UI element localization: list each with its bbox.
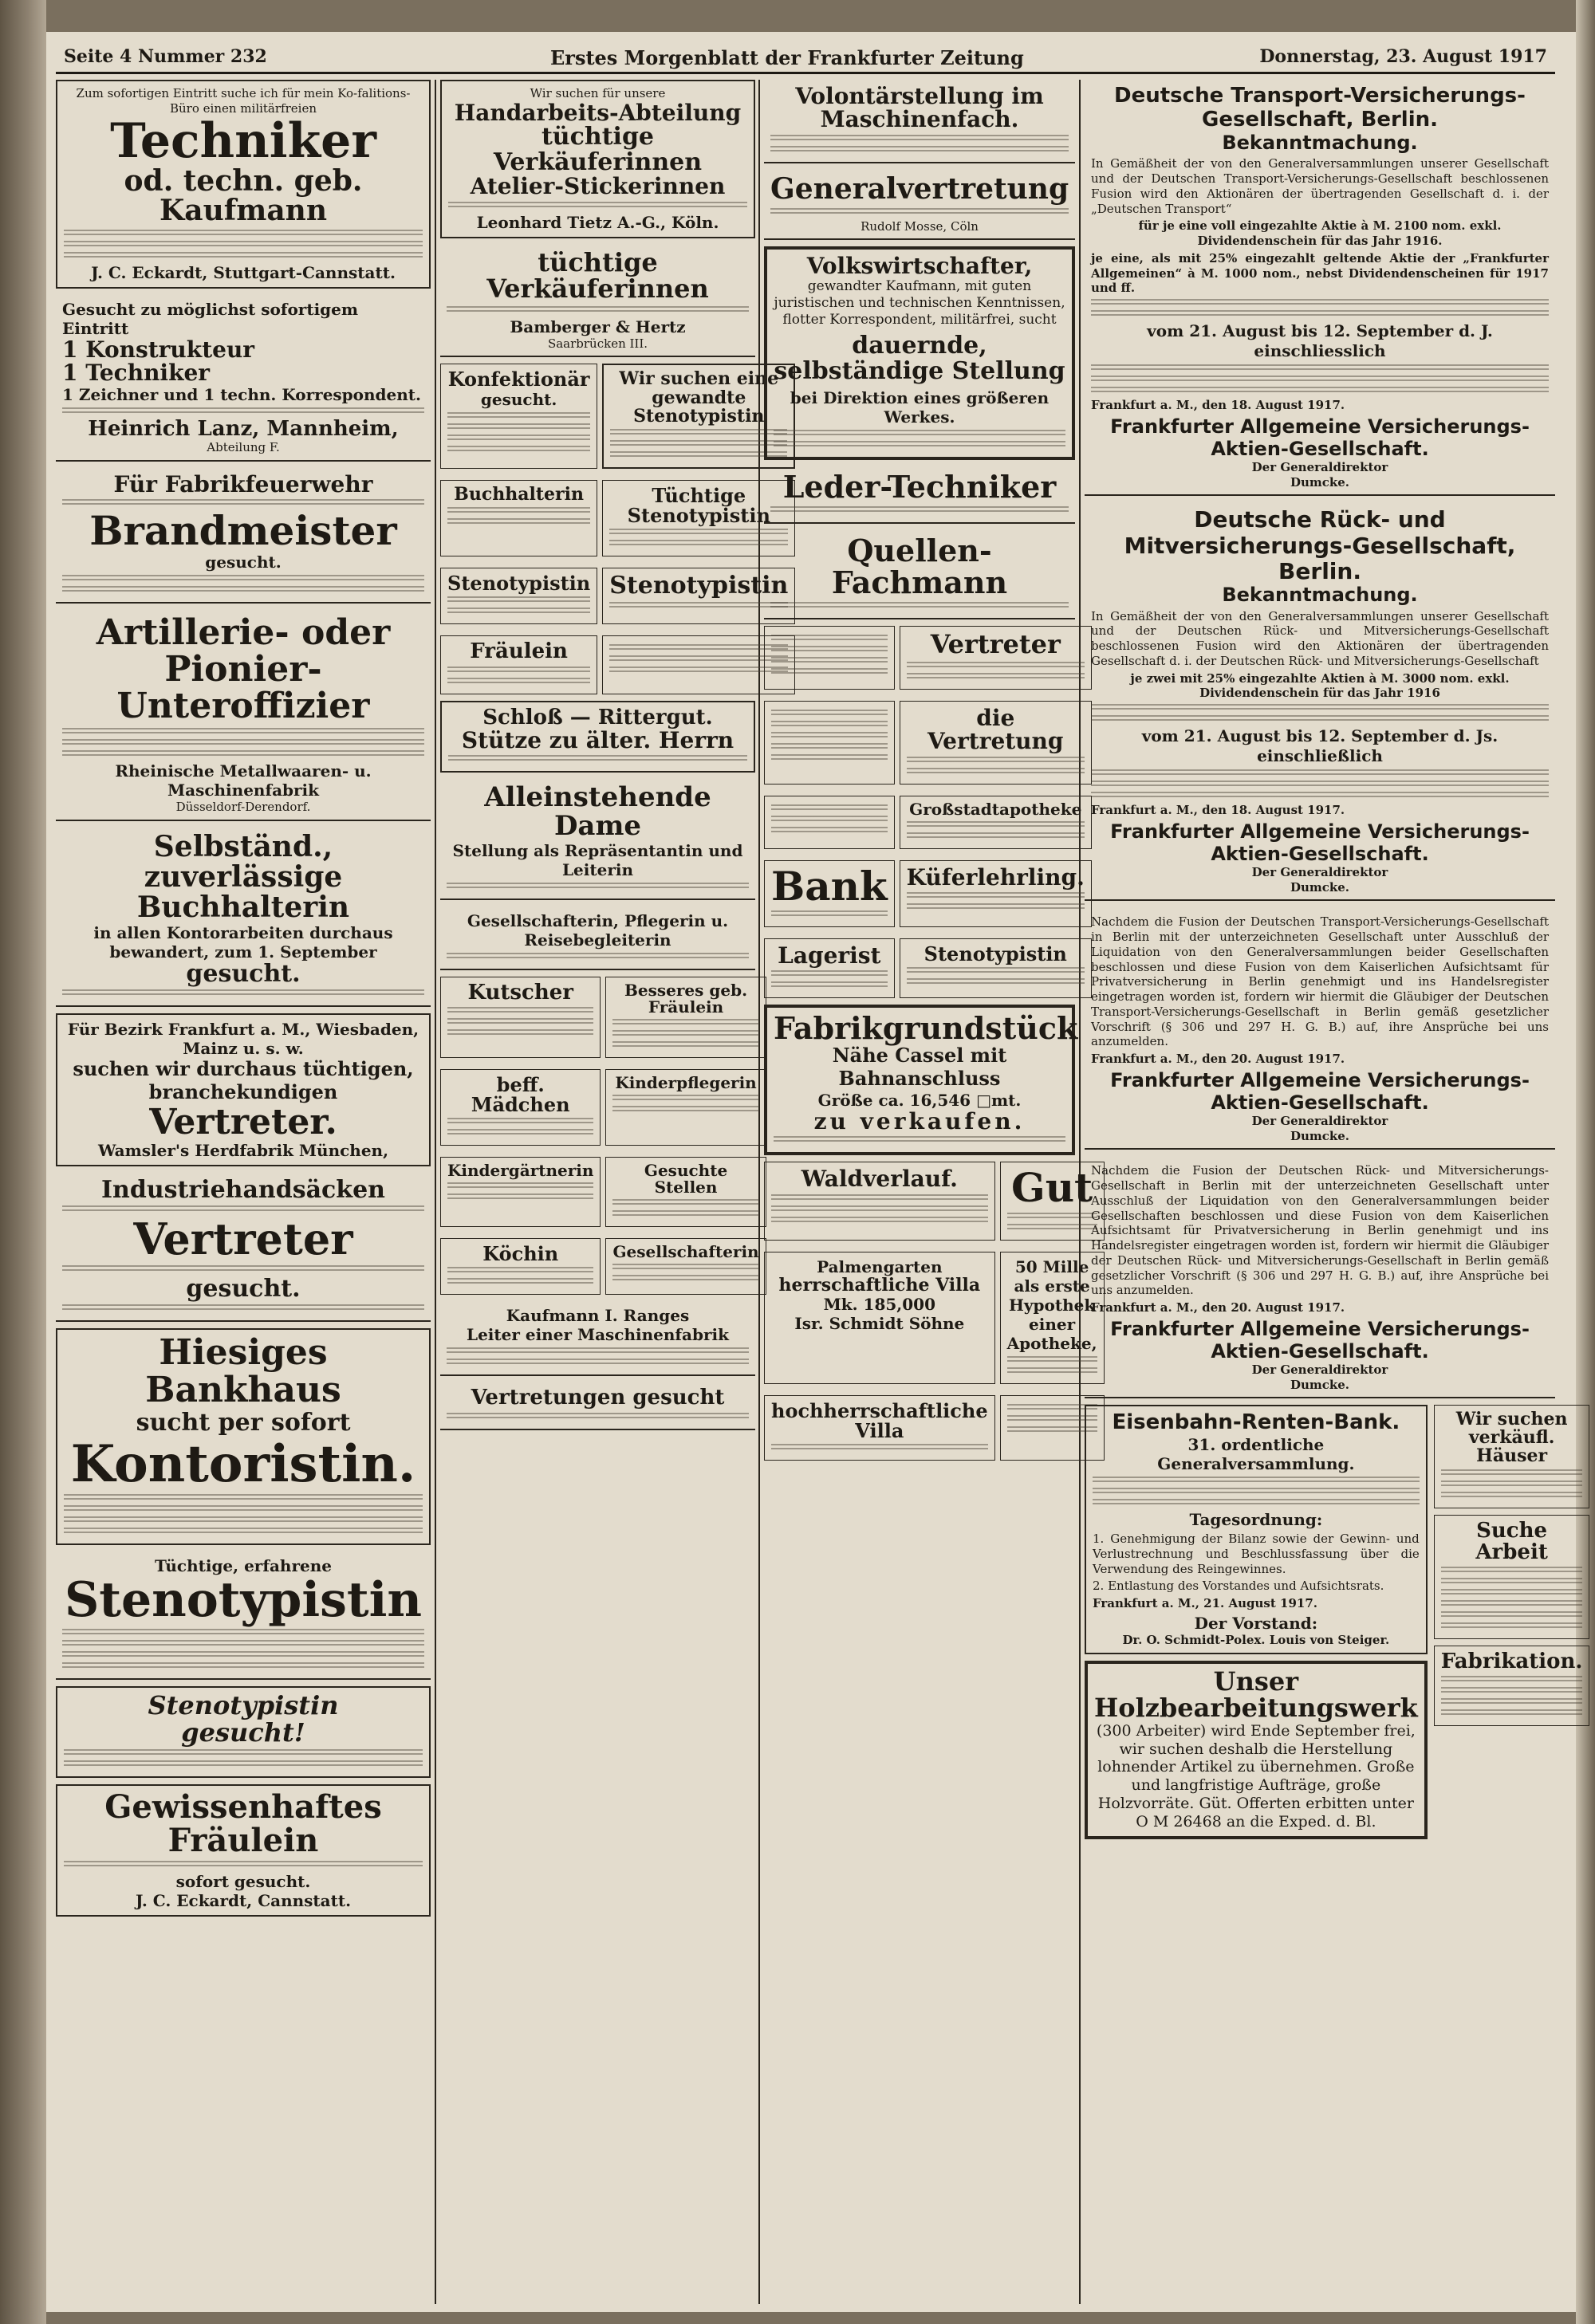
ad-signer: Isr. Schmidt Söhne — [794, 1313, 965, 1333]
ad-title: Quellen-Fachmann — [831, 533, 1008, 601]
ad-gesellschafterin-2 — [605, 1238, 766, 1295]
ad-industriehandsaecken — [56, 1173, 431, 1323]
ad-title: Stenotypistin — [447, 572, 591, 596]
ad-maedchen — [440, 1069, 601, 1146]
ad-stenotypistin-3 — [440, 568, 597, 624]
ad-title: Fabrikgrundstück — [774, 1010, 1078, 1047]
ad-title: Gesellschafterin, Pflegerin u. Reisebegleiterin — [467, 910, 729, 950]
ad-konstrukteur — [56, 295, 431, 462]
ad-title: Schloß — Rittergut. — [482, 705, 713, 729]
header-date: Donnerstag, 23. August 1917 — [1259, 46, 1547, 67]
ad-title: Techniker — [110, 112, 376, 169]
ad-title: Artillerie- oder Pionier-Unteroffizier — [96, 611, 391, 727]
notice-text: für je eine voll eingezahlte Aktie à M. 2100 nom. exkl. Dividendenschein für das Jahr 1916. — [1138, 218, 1502, 249]
ad-pair — [764, 626, 1085, 1005]
ad-title: Gewissenhaftes Fräulein — [104, 1788, 382, 1860]
ad-quellen — [764, 530, 1075, 619]
ad-villa — [764, 1395, 995, 1461]
ad-apotheke — [900, 796, 1092, 849]
ad-fabrikation — [1434, 1646, 1590, 1726]
ad-bankhaus — [56, 1328, 431, 1545]
ad-buchhalter — [764, 626, 895, 690]
ad-kaufmann-2 — [764, 701, 895, 784]
notice-director-name: Dumcke. — [1290, 879, 1350, 895]
ad-pair — [440, 364, 789, 700]
ad-title: Suche Arbeit — [1475, 1518, 1548, 1564]
ad-price: Mk. 185,000 — [823, 1294, 936, 1314]
ad-title: Volontärstellung im Maschinenfach. — [795, 83, 1044, 133]
page-edge — [1576, 0, 1595, 2324]
ad-intro: Wir suchen für unsere — [530, 86, 666, 100]
notice-place: Frankfurt a. M., 21. August 1917. — [1093, 1596, 1317, 1611]
ad-kueferlehrling — [900, 860, 1092, 928]
ad-fraeulein-2 — [440, 635, 597, 694]
ad-kutscher — [440, 977, 601, 1058]
ad-title: Stenotypistin — [64, 1572, 423, 1629]
ad-intro: Tüchtige, erfahrene — [155, 1556, 332, 1576]
ad-fabrikgrundstueck — [764, 1005, 1078, 1155]
column-2 — [440, 80, 789, 2304]
notice-text: je eine, als mit 25% eingezahlt geltende Aktie der „Frankfurter Allgemeinen“ à M. 1000 nom., nebst Dividendenscheinen für 1917 und ff. — [1091, 250, 1549, 296]
ad-stenotypistin-1 — [56, 1551, 431, 1680]
ad-title: hochherrschaftliche Villa — [771, 1398, 988, 1442]
ad-title: Kindergärtnerin — [447, 1161, 594, 1181]
book-binding — [0, 0, 46, 2324]
ad-subtitle: Leiter einer Maschinenfabrik — [467, 1325, 729, 1345]
ad-signer: Heinrich Lanz, Mannheim, — [88, 416, 399, 441]
ad-title: Alleinstehende Dame — [484, 781, 711, 842]
notice-fusion-rueck — [1085, 1156, 1555, 1398]
notice-agenda: Tagesordnung: — [1189, 1510, 1323, 1530]
notice-signature: Frankfurter Allgemeine Versicherungs-Aktien-Gesellschaft. — [1110, 415, 1530, 460]
ad-alleinstehende-dame — [440, 779, 755, 899]
ad-title: beff. Mädchen — [471, 1072, 570, 1116]
ad-unteroffizier — [56, 610, 431, 821]
notice-place: Frankfurt a. M., den 20. August 1917. — [1091, 1300, 1345, 1315]
ad-haeuser — [1434, 1405, 1590, 1508]
ad-title: Bank — [771, 862, 888, 910]
bottom-right — [1434, 1405, 1590, 1845]
ad-title: Leder-Techniker — [782, 469, 1057, 505]
header-page-number: Seite 4 Nummer 232 — [64, 46, 267, 67]
ad-subtitle: bei Direktion eines größeren Werkes. — [790, 388, 1050, 427]
ad-subtitle: gesucht. — [186, 1274, 301, 1303]
notice-text: vom 21. August bis 12. September d. J. einschliesslich — [1147, 321, 1493, 361]
ad-title: Fräulein — [470, 639, 568, 664]
notice-fusion-transport — [1085, 907, 1555, 1150]
header-masthead: Erstes Morgenblatt der Frankfurter Zeitung — [550, 46, 1024, 69]
ad-kinderpflegerin — [605, 1069, 766, 1146]
ad-techniker — [56, 80, 431, 289]
ad-tietz — [440, 80, 755, 238]
ad-subtitle: gesucht! — [181, 1716, 305, 1748]
notice-text: Nachdem die Fusion der Deutschen Rück- und Mitversicherungs-Gesellschaft in Berlin mit der unterzeichneten Gesellschaft unter Ausschluß der Liquidation von den Generalversammlungen beider Gesellschaften beschlossen und diese Fusion von dem Kaiserlichen Aufsichtsamt für Privatversicherung in Berlin genehmigt und ins Handelsregister eingetragen worden ist, fordern wir hiermit die Gläubiger der Deutschen Rück- und Mitversicherungs-Gesellschaft in Berlin gemäß gesetzlicher Vorschrift (§ 306 und 297 H. G. B.) auf, ihre Ansprüche bei uns anzumelden. — [1091, 1163, 1549, 1298]
ad-brandmeister — [56, 468, 431, 604]
ad-subtitle: Stellung als Repräsentantin und Leiterin — [452, 840, 743, 879]
ad-gesuchte-stellen — [605, 1157, 766, 1227]
ad-title: Stenotypistin — [924, 942, 1067, 966]
column-1 — [56, 80, 431, 2304]
ad-konfektionaer — [440, 364, 597, 468]
notice-director: Der Generaldirektor — [1251, 864, 1388, 879]
ad-palmengarten — [764, 1252, 995, 1384]
ad-place: Düsseldorf-Derendorf. — [175, 800, 311, 815]
ad-title: Tüchtige Stenotypistin — [627, 483, 770, 527]
ad-subtitle: sucht per sofort — [136, 1408, 351, 1437]
notice-text: je zwei mit 25% eingezahlte Aktien à M. 3000 nom. exkl. Dividendenschein für das Jahr 1916 — [1130, 670, 1510, 701]
column-rule — [435, 80, 436, 2304]
ad-heading: Für Fabrikfeuerwehr — [113, 470, 373, 497]
ad-title: Besseres geb. Fräulein — [624, 980, 748, 1017]
notice-director-name: Dumcke. — [1290, 1377, 1350, 1392]
notice-director: Der Generaldirektor — [1251, 459, 1388, 474]
ad-subtitle: Stütze zu älter. Herrn — [461, 726, 734, 753]
ad-subtitle: suchen wir durchaus tüchtigen, branchekundigen — [73, 1057, 414, 1103]
ad-title: Palmengarten — [817, 1256, 943, 1276]
ad-filler-3 — [764, 796, 895, 849]
ad-sell: zu verkaufen. — [813, 1107, 1026, 1134]
notice-place: Frankfurt a. M., den 18. August 1917. — [1091, 803, 1345, 818]
ad-holzbearbeitungswerk — [1085, 1661, 1428, 1839]
ad-signer: Leonhard Tietz A.-G., Köln. — [476, 212, 719, 232]
ad-line: 1 Zeichner und 1 techn. Korrespondent. — [62, 384, 421, 404]
ad-generalvertretung — [764, 170, 1075, 241]
ad-kaufmann — [440, 1301, 755, 1376]
notice-text: 1. Genehmigung der Bilanz sowie der Gewinn- und Verlustrechnung und Beschlussfassung über die Verwendung des Reingewinnes. — [1093, 1532, 1420, 1576]
notice-signature: Frankfurter Allgemeine Versicherungs-Aktien-Gesellschaft. — [1110, 1068, 1530, 1114]
notice-place: Frankfurt a. M., den 20. August 1917. — [1091, 1052, 1345, 1067]
ad-title: Großstadtapotheke — [909, 799, 1082, 819]
notice-director-name: Dumcke. — [1290, 474, 1350, 490]
ad-title: Unser Holzbearbeitungswerk — [1094, 1665, 1418, 1724]
ad-title: Wir suchen eine gewandte Stenotypistin — [619, 368, 779, 427]
ad-title: Selbständ., zuverlässige Buchhalterin — [136, 830, 350, 924]
ad-volontaer — [764, 80, 1075, 163]
ad-besseres-fraeulein — [605, 977, 766, 1058]
notice-text: Nachdem die Fusion der Deutschen Transport-Versicherungs-Gesellschaft in Berlin mit der unterzeichneten Gesellschaft unter Ausschluß der Liquidation von den Generalversammlungen beider Gesellschaften beschlossen und diese Fusion von dem Kaiserlichen Aufsichtsamt für Privatversicherung in Berlin genehmigt und ins Handelsregister eingetragen worden ist, fordern wir hiermit die Gläubiger der Deutschen Transport-Versicherungs-Gesellschaft in Berlin gemäß gesetzlicher Vorschrift (§ 306 und 297 H. G. B.) auf, ihre Ansprüche bei uns anzumelden. — [1091, 914, 1549, 1049]
ad-title: Kinderpflegerin — [615, 1072, 757, 1092]
ad-text: (300 Arbeiter) wird Ende September frei, wir suchen deshalb die Herstellung lohnender Artikel zu übernehmen. Große und langfristige Aufträge, große Holzvorräte. Güt. Offerten erbitten unter O M 26468 an die Exped. d. Bl. — [1096, 1721, 1416, 1830]
ad-wamsler — [56, 1013, 431, 1166]
notice-names: Dr. O. Schmidt-Polex. Louis von Steiger. — [1122, 1632, 1390, 1647]
ad-line: 1 Konstrukteur — [62, 336, 255, 364]
ad-pair — [764, 1162, 1097, 1467]
ad-headline: Kontoristin. — [70, 1433, 416, 1494]
ad-title: Küferlehrling. — [906, 863, 1085, 891]
ad-title: Vertretungen gesucht — [471, 1386, 725, 1410]
ad-signer: J. C. Eckardt, Stuttgart-Cannstatt. — [91, 263, 396, 283]
ad-title: tüchtige Verkäuferinnen — [486, 246, 709, 305]
ad-signer: Bamberger & Hertz — [510, 317, 686, 336]
notice-title: Eisenbahn-Renten-Bank. — [1112, 1410, 1400, 1435]
ad-title: Buchhalterin — [454, 483, 584, 505]
ad-intro: Gesucht zu möglichst sofortigem Eintritt — [62, 300, 359, 339]
ad-stenotypistin-5 — [900, 938, 1092, 998]
notice-rueck — [1085, 502, 1555, 901]
ad-koechin — [440, 1238, 601, 1295]
ad-kindergaertnerin — [440, 1157, 601, 1227]
ad-gesellschafterin — [440, 906, 755, 970]
ad-title: Vertreter — [133, 1213, 353, 1265]
notice-subtitle: Bekanntmachung. — [1222, 131, 1418, 154]
ad-volkswirtschafter — [764, 246, 1075, 460]
ad-title: Fabrikation. — [1440, 1650, 1583, 1674]
ad-title: Brandmeister — [89, 507, 397, 555]
ad-heading: Für Bezirk Frankfurt a. M., Wiesbaden, Mainz u. s. w. — [67, 1020, 419, 1059]
ad-signer: J. C. Eckardt, Cannstatt. — [135, 1891, 352, 1911]
ad-schloss — [440, 701, 755, 773]
notice-place: Frankfurt a. M., den 18. August 1917. — [1091, 398, 1345, 413]
ad-fraeulein — [56, 1784, 431, 1917]
ad-signer: Rheinische Metallwaaren- u. Maschinenfabrik — [115, 761, 372, 800]
ad-title: Atelier-Stickerinnen — [470, 173, 726, 200]
ad-title: tüchtige Verkäuferinnen — [493, 123, 703, 176]
ad-line: 1 Techniker — [62, 360, 211, 387]
ad-heading: Industriehandsäcken — [101, 1175, 385, 1204]
notice-text: vom 21. August bis 12. September d. Js. einschließlich — [1141, 726, 1499, 766]
ad-signer: Wamsler's Herdfabrik München, — [97, 1140, 389, 1160]
ad-subtitle: gesucht. — [205, 552, 282, 572]
notice-board: Der Vorstand: — [1194, 1613, 1318, 1633]
ad-size: Größe ca. 16,546 □mt. — [817, 1090, 1022, 1110]
notice-director-name: Dumcke. — [1290, 1128, 1350, 1143]
ad-title: Gesellschafterin — [612, 1242, 759, 1262]
ad-title: Generalvertretung — [770, 171, 1069, 206]
notice-title: Deutsche Rück- und Mitversicherungs-Gesellschaft, Berlin. — [1124, 506, 1516, 584]
ad-buchhalterin-2 — [440, 480, 597, 556]
ad-buchhalterin — [56, 828, 431, 1007]
notice-text: 2. Entlastung des Vorstandes und Aufsichtsrats. — [1093, 1579, 1384, 1594]
ad-title: 50 Mille als erste Hypothek einer Apotheke, — [1006, 1256, 1097, 1353]
notice-director: Der Generaldirektor — [1251, 1362, 1388, 1377]
ad-subtitle: od. techn. geb. Kaufmann — [124, 163, 363, 228]
ad-title: Stenotypistin — [609, 572, 789, 600]
ad-signer: Rudolf Mosse, Cöln — [861, 218, 979, 234]
ad-text: gewandter Kaufmann, mit guten juristischen und technischen Kenntnissen, flotter Korrespondent, militärfrei, sucht — [774, 277, 1065, 328]
notice-subtitle: 31. ordentliche Generalversammlung. — [1157, 1435, 1355, 1474]
ad-subtitle: gesucht. — [186, 959, 301, 988]
ad-waldverlauf — [764, 1162, 995, 1241]
ad-title: Volkswirtschafter, — [806, 253, 1033, 280]
ad-title: Vertreter. — [149, 1101, 337, 1142]
ad-place: Saarbrücken III. — [547, 336, 648, 351]
ad-subtitle: Nähe Cassel mit Bahnanschluss — [832, 1044, 1007, 1091]
ad-dept: Abteilung F. — [207, 440, 280, 455]
ad-subtitle: sofort gesucht. — [175, 1872, 311, 1892]
ad-title: Gut — [1011, 1164, 1093, 1212]
ad-title: Waldverlauf. — [801, 1166, 958, 1193]
ad-lagerist — [764, 938, 895, 998]
notice-eisenbahn — [1085, 1405, 1428, 1654]
notice-transport — [1085, 80, 1555, 496]
ad-vertretungen — [440, 1382, 755, 1429]
ad-vertreter — [900, 626, 1092, 690]
notice-signature: Frankfurter Allgemeine Versicherungs-Aktien-Gesellschaft. — [1110, 1317, 1530, 1363]
ad-title: Stenotypistin — [148, 1690, 339, 1721]
ad-stenotypistin-2 — [56, 1686, 431, 1778]
ad-title: Handarbeits-Abteilung — [454, 99, 742, 126]
ad-suche-arbeit — [1434, 1515, 1590, 1640]
ad-leder-techniker — [764, 466, 1075, 524]
notice-title: Deutsche Transport-Versicherungs-Gesellschaft, Berlin. — [1114, 84, 1526, 132]
notice-signature: Frankfurter Allgemeine Versicherungs-Aktien-Gesellschaft. — [1110, 820, 1530, 865]
notice-text: In Gemäßheit der von den Generalversammlungen unserer Gesellschaft und der Deutschen Rück- und Mitversicherungs-Gesellschaft beschlossenen Fusion wird den Aktionären der übertragenden Gesellschaft d. i. der Deutschen Rück- und Mitversicherungs-Gesellschaft — [1091, 608, 1549, 668]
ad-title: Gesuchte Stellen — [644, 1161, 728, 1197]
ad-subtitle: in allen Kontorarbeiten durchaus bewandert, zum 1. September — [93, 922, 393, 961]
ad-bank — [764, 860, 895, 928]
ad-headline: dauernde, selbständige Stellung — [774, 332, 1065, 385]
ad-die-vertretung — [900, 701, 1092, 784]
ad-title: Kaufmann I. Ranges — [506, 1306, 690, 1326]
ad-title: Köchin — [482, 1242, 559, 1266]
column-4 — [1085, 80, 1583, 2304]
column-3 — [764, 80, 1097, 2304]
ad-title: die Vertretung — [927, 704, 1064, 755]
ad-title: Kutscher — [467, 980, 573, 1005]
bottom-left — [1085, 1405, 1428, 1845]
ad-pair — [440, 977, 759, 1302]
notice-text: In Gemäßheit der von den Generalversammlungen unserer Gesellschaft und der Deutschen Transport-Versicherungs-Gesellschaft beschlossenen Fusion wird den Aktionären der übertragenden Gesellschaft d. i. der „Deutschen Transport“ — [1091, 156, 1549, 216]
ad-subtitle: gesucht. — [480, 389, 557, 409]
bottom-grid — [1085, 1405, 1583, 1845]
ad-title: Wir suchen verkäufl. Häuser — [1455, 1409, 1568, 1467]
ad-title: Vertreter — [930, 629, 1061, 660]
ad-title: Lagerist — [778, 942, 881, 969]
notice-subtitle: Bekanntmachung. — [1222, 583, 1418, 606]
page-header — [56, 40, 1555, 74]
ad-subtitle: herrschaftliche Villa — [778, 1274, 981, 1296]
ad-verkaeuferinnen — [440, 245, 755, 358]
ad-intro: Zum sofortigen Eintritt suche ich für mein Ko-falitions-Büro einen militärfreien — [76, 86, 411, 116]
ad-title: Konfektionär — [447, 368, 590, 391]
ad-title: Hiesiges Bankhaus — [145, 1332, 341, 1410]
notice-director: Der Generaldirektor — [1251, 1113, 1388, 1128]
